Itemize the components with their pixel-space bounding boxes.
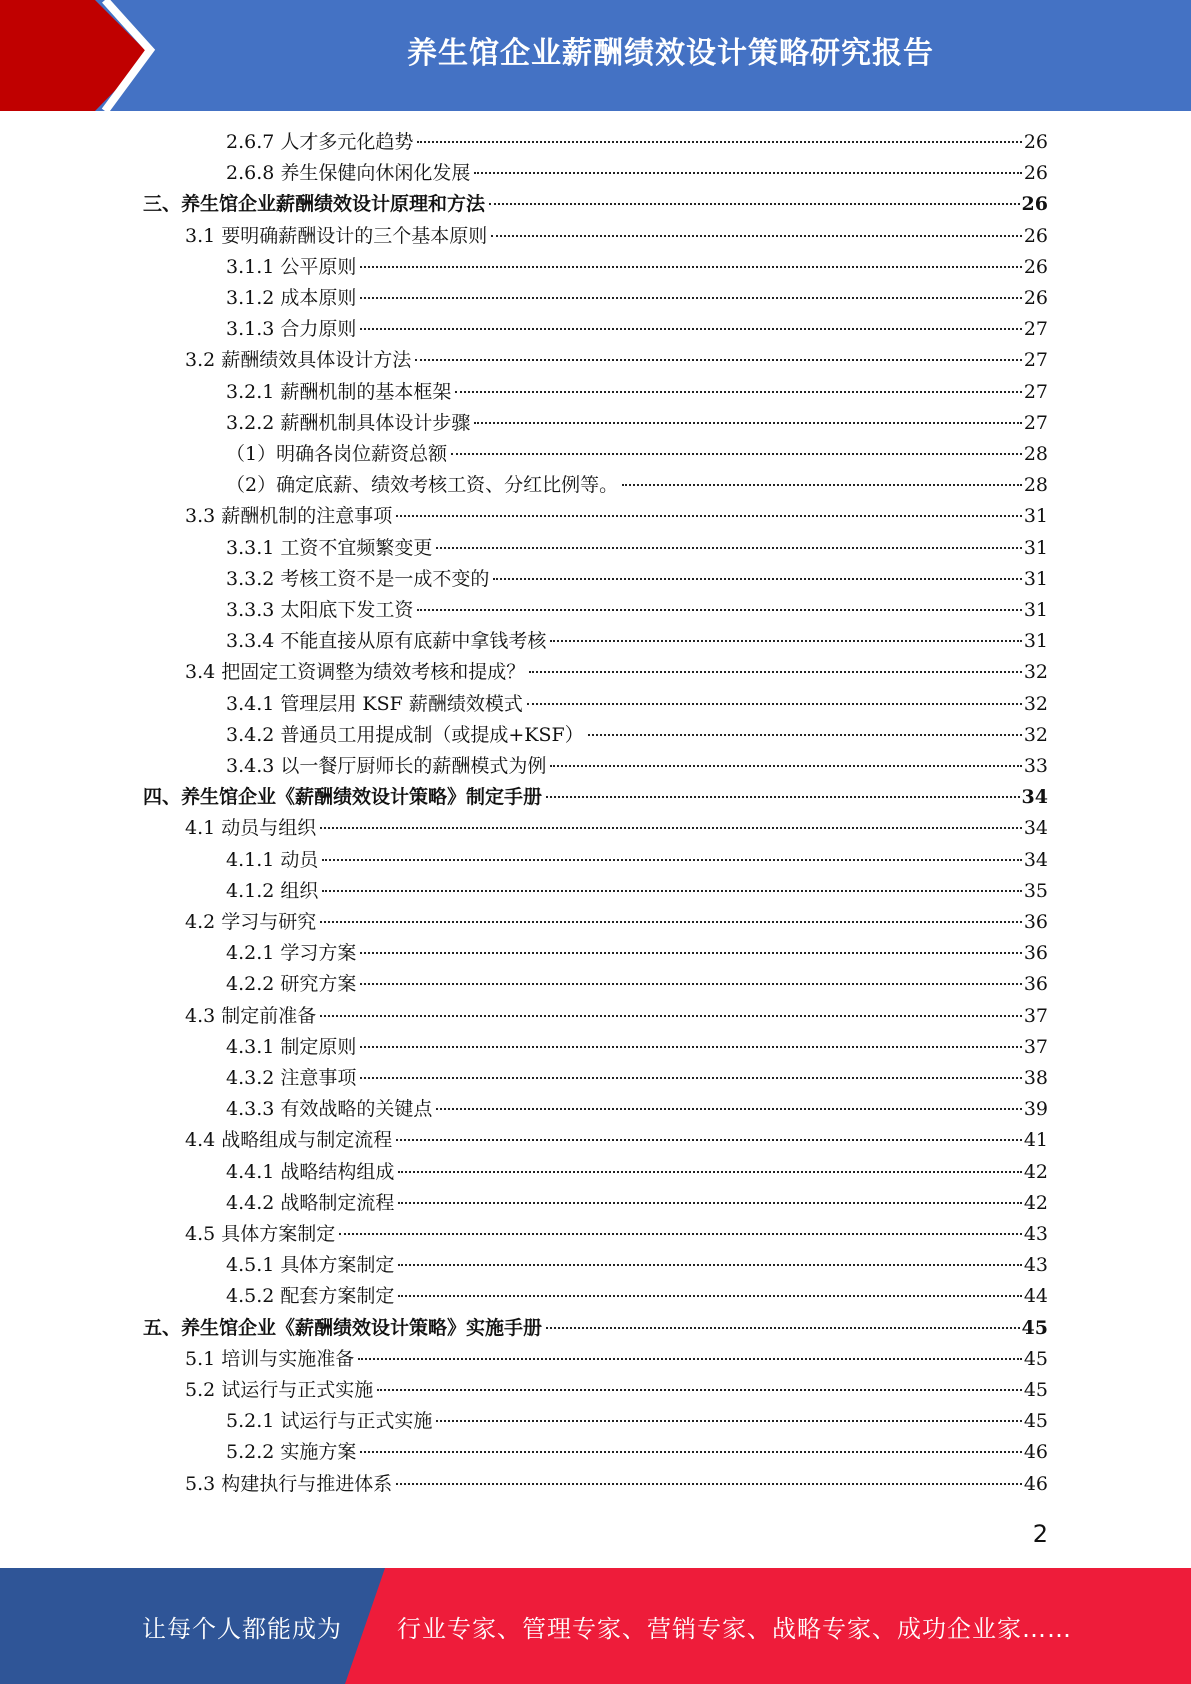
toc-entry-page: 26 bbox=[1023, 287, 1048, 309]
toc-entry-page: 28 bbox=[1023, 474, 1048, 496]
toc-entry[interactable] bbox=[226, 1095, 1048, 1123]
toc-leader-dots bbox=[322, 858, 1021, 861]
toc-entry-title: 4.1 动员与组织 bbox=[185, 817, 317, 839]
toc-entry-title: 5.2.2 实施方案 bbox=[226, 1441, 357, 1463]
toc-entry[interactable] bbox=[226, 1189, 1048, 1217]
toc-entry[interactable] bbox=[226, 939, 1048, 967]
toc-leader-dots bbox=[550, 764, 1021, 767]
toc-entry-page: 26 bbox=[1023, 225, 1048, 247]
toc-leader-dots bbox=[398, 1201, 1021, 1204]
toc-leader-dots bbox=[436, 1107, 1021, 1110]
toc-entry-page: 45 bbox=[1023, 1348, 1048, 1370]
toc-entry-page: 36 bbox=[1023, 973, 1048, 995]
toc-entry-page: 26 bbox=[1021, 193, 1048, 215]
toc-entry-page: 27 bbox=[1023, 412, 1048, 434]
toc-entry-title: 4.4.1 战略结构组成 bbox=[226, 1161, 395, 1183]
toc-entry-title: 5.2 试运行与正式实施 bbox=[185, 1379, 374, 1401]
toc-entry-page: 46 bbox=[1023, 1441, 1048, 1463]
toc-entry-page: 42 bbox=[1023, 1161, 1048, 1183]
toc-entry-page: 27 bbox=[1023, 318, 1048, 340]
toc-entry[interactable] bbox=[185, 1376, 1048, 1404]
toc-entry-title: 4.5 具体方案制定 bbox=[185, 1223, 336, 1245]
toc-entry-page: 37 bbox=[1023, 1036, 1048, 1058]
toc-entry[interactable] bbox=[226, 378, 1048, 406]
toc-entry-title: 2.6.8 养生保健向休闲化发展 bbox=[226, 162, 471, 184]
toc-entry-page: 37 bbox=[1023, 1005, 1048, 1027]
toc-entry-page: 38 bbox=[1023, 1067, 1048, 1089]
toc-entry-title: 4.3 制定前准备 bbox=[185, 1005, 317, 1027]
toc-entry-title: 4.1.1 动员 bbox=[226, 849, 319, 871]
toc-leader-dots bbox=[417, 140, 1021, 143]
toc-entry-page: 31 bbox=[1023, 537, 1048, 559]
toc-entry[interactable] bbox=[185, 1470, 1048, 1498]
toc-entry-page: 32 bbox=[1023, 693, 1048, 715]
toc-entry-title: 3.4.3 以一餐厅厨师长的薪酬模式为例 bbox=[226, 755, 547, 777]
toc-entry[interactable] bbox=[185, 814, 1048, 842]
toc-entry-page: 33 bbox=[1023, 755, 1048, 777]
toc-entry-title: 4.5.2 配套方案制定 bbox=[226, 1285, 395, 1307]
toc-entry-page: 31 bbox=[1023, 505, 1048, 527]
toc-entry[interactable] bbox=[226, 721, 1048, 749]
toc-leader-dots bbox=[474, 421, 1021, 424]
toc-entry[interactable] bbox=[226, 1158, 1048, 1186]
toc-entry-page: 41 bbox=[1023, 1129, 1048, 1151]
toc-entry-title: 4.5.1 具体方案制定 bbox=[226, 1254, 395, 1276]
toc-entry[interactable] bbox=[226, 1407, 1048, 1435]
toc-entry-title: 4.4 战略组成与制定流程 bbox=[185, 1129, 393, 1151]
toc-entry[interactable] bbox=[185, 1345, 1048, 1373]
toc-leader-dots bbox=[622, 483, 1022, 486]
toc-leader-dots bbox=[320, 1014, 1022, 1017]
toc-entry-page: 45 bbox=[1023, 1410, 1048, 1432]
footer-slogan: 让每个人都能成为 bbox=[142, 1614, 342, 1643]
toc-entry-page: 26 bbox=[1023, 131, 1048, 153]
toc-entry-page: 43 bbox=[1023, 1254, 1048, 1276]
toc-leader-dots bbox=[396, 1482, 1022, 1485]
toc-leader-dots bbox=[360, 1450, 1021, 1453]
toc-entry[interactable] bbox=[185, 346, 1048, 374]
toc-leader-dots bbox=[546, 795, 1020, 798]
toc-leader-dots bbox=[360, 1076, 1021, 1079]
toc-entry-title: 3.4.1 管理层用 KSF 薪酬绩效模式 bbox=[226, 693, 523, 715]
toc-entry-title: 4.3.3 有效战略的关键点 bbox=[226, 1098, 433, 1120]
toc-entry[interactable] bbox=[226, 1282, 1048, 1310]
toc-entry[interactable] bbox=[226, 1064, 1048, 1092]
toc-entry-title: 3.3 薪酬机制的注意事项 bbox=[185, 505, 393, 527]
toc-entry-title: 2.6.7 人才多元化趋势 bbox=[226, 131, 414, 153]
toc-leader-dots bbox=[360, 951, 1021, 954]
toc-entry-title: 4.2.1 学习方案 bbox=[226, 942, 357, 964]
toc-entry-page: 26 bbox=[1023, 162, 1048, 184]
toc-leader-dots bbox=[417, 608, 1021, 611]
toc-entry[interactable] bbox=[185, 1126, 1048, 1154]
toc-entry[interactable] bbox=[226, 128, 1048, 156]
toc-leader-dots bbox=[320, 826, 1022, 829]
toc-entry-title: 三、养生馆企业薪酬绩效设计原理和方法 bbox=[143, 193, 486, 215]
toc-entry-page: 35 bbox=[1023, 880, 1048, 902]
toc-entry[interactable] bbox=[143, 1314, 1048, 1342]
toc-entry-title: 3.1 要明确薪酬设计的三个基本原则 bbox=[185, 225, 488, 247]
toc-entry-title: （1）明确各岗位薪资总额 bbox=[226, 443, 448, 465]
toc-leader-dots bbox=[493, 577, 1021, 580]
toc-entry-title: 4.2.2 研究方案 bbox=[226, 973, 357, 995]
toc-entry-title: 5.3 构建执行与推进体系 bbox=[185, 1473, 393, 1495]
toc-entry[interactable] bbox=[185, 1220, 1048, 1248]
toc-leader-dots bbox=[398, 1263, 1021, 1266]
toc-entry[interactable] bbox=[226, 846, 1048, 874]
toc-entry-title: 3.1.2 成本原则 bbox=[226, 287, 357, 309]
toc-entry-page: 39 bbox=[1023, 1098, 1048, 1120]
toc-leader-dots bbox=[550, 639, 1021, 642]
toc-leader-dots bbox=[358, 1357, 1022, 1360]
toc-entry[interactable] bbox=[185, 658, 1048, 686]
toc-entry[interactable] bbox=[185, 908, 1048, 936]
toc-leader-dots bbox=[451, 452, 1022, 455]
toc-entry-page: 27 bbox=[1023, 381, 1048, 403]
toc-entry[interactable] bbox=[226, 284, 1048, 312]
toc-entry[interactable] bbox=[226, 315, 1048, 343]
toc-leader-dots bbox=[491, 234, 1022, 237]
header-red-arrow bbox=[0, 0, 150, 111]
toc-entry-page: 36 bbox=[1023, 942, 1048, 964]
toc-entry[interactable] bbox=[226, 1033, 1048, 1061]
toc-entry[interactable] bbox=[143, 783, 1048, 811]
toc-leader-dots bbox=[415, 358, 1022, 361]
toc-entry-page: 42 bbox=[1023, 1192, 1048, 1214]
toc-leader-dots bbox=[398, 1294, 1021, 1297]
toc-entry-title: 3.2.1 薪酬机制的基本框架 bbox=[226, 381, 452, 403]
toc-entry-title: 4.3.1 制定原则 bbox=[226, 1036, 357, 1058]
toc-entry[interactable] bbox=[226, 253, 1048, 281]
toc-leader-dots bbox=[588, 733, 1022, 736]
toc-leader-dots bbox=[396, 1138, 1022, 1141]
toc-leader-dots bbox=[455, 390, 1021, 393]
toc-entry-title: 五、养生馆企业《薪酬绩效设计策略》实施手册 bbox=[143, 1317, 543, 1339]
toc-entry-title: 3.4.2 普通员工用提成制（或提成+KSF） bbox=[226, 724, 584, 746]
toc-entry-page: 31 bbox=[1023, 630, 1048, 652]
toc-entry[interactable] bbox=[226, 596, 1048, 624]
toc-entry-title: 3.3.3 太阳底下发工资 bbox=[226, 599, 414, 621]
toc-leader-dots bbox=[436, 546, 1021, 549]
toc-entry-title: 四、养生馆企业《薪酬绩效设计策略》制定手册 bbox=[143, 786, 543, 808]
toc-leader-dots bbox=[489, 202, 1020, 205]
toc-entry-page: 46 bbox=[1023, 1473, 1048, 1495]
toc-entry-title: 4.4.2 战略制定流程 bbox=[226, 1192, 395, 1214]
toc-entry[interactable] bbox=[226, 690, 1048, 718]
toc-entry[interactable] bbox=[226, 877, 1048, 905]
toc-entry-page: 36 bbox=[1023, 911, 1048, 933]
toc-entry-title: 5.1 培训与实施准备 bbox=[185, 1348, 355, 1370]
toc-entry-title: 3.3.1 工资不宜频繁变更 bbox=[226, 537, 433, 559]
toc-entry-page: 32 bbox=[1023, 724, 1048, 746]
toc-entry[interactable] bbox=[143, 190, 1048, 218]
toc-entry-page: 44 bbox=[1023, 1285, 1048, 1307]
toc-entry[interactable] bbox=[226, 752, 1048, 780]
page-number: 2 bbox=[1032, 1520, 1048, 1548]
toc-entry-title: 3.3.2 考核工资不是一成不变的 bbox=[226, 568, 490, 590]
toc-entry[interactable] bbox=[226, 1438, 1048, 1466]
toc-leader-dots bbox=[474, 171, 1021, 174]
toc-entry-page: 45 bbox=[1021, 1317, 1048, 1339]
report-title: 养生馆企业薪酬绩效设计策略研究报告 bbox=[407, 36, 934, 71]
toc-entry-page: 27 bbox=[1023, 349, 1048, 371]
toc-leader-dots bbox=[360, 296, 1021, 299]
toc-entry-page: 28 bbox=[1023, 443, 1048, 465]
toc-leader-dots bbox=[398, 1170, 1021, 1173]
toc-entry-title: 3.1.1 公平原则 bbox=[226, 256, 357, 278]
toc-leader-dots bbox=[436, 1419, 1021, 1422]
toc-leader-dots bbox=[360, 1045, 1021, 1048]
toc-entry-title: 4.3.2 注意事项 bbox=[226, 1067, 357, 1089]
toc-entry-title: 4.1.2 组织 bbox=[226, 880, 319, 902]
toc-entry[interactable] bbox=[226, 970, 1048, 998]
toc-leader-dots bbox=[360, 982, 1021, 985]
toc-entry[interactable] bbox=[226, 627, 1048, 655]
toc-entry[interactable] bbox=[185, 1002, 1048, 1030]
toc-entry-title: 3.1.3 合力原则 bbox=[226, 318, 357, 340]
toc-entry[interactable] bbox=[226, 565, 1048, 593]
toc-entry[interactable] bbox=[226, 440, 1048, 468]
toc-leader-dots bbox=[322, 889, 1021, 892]
toc-leader-dots bbox=[529, 670, 1022, 673]
toc-leader-dots bbox=[320, 920, 1022, 923]
toc-entry-page: 45 bbox=[1023, 1379, 1048, 1401]
toc-leader-dots bbox=[339, 1232, 1022, 1235]
toc-entry-title: （2）确定底薪、绩效考核工资、分红比例等。 bbox=[226, 474, 619, 496]
toc-entry-page: 34 bbox=[1021, 786, 1048, 808]
toc-entry-title: 3.3.4 不能直接从原有底薪中拿钱考核 bbox=[226, 630, 547, 652]
toc-entry-page: 34 bbox=[1023, 817, 1048, 839]
toc-leader-dots bbox=[360, 265, 1021, 268]
toc-entry-page: 32 bbox=[1023, 661, 1048, 683]
toc-entry-page: 34 bbox=[1023, 849, 1048, 871]
toc-entry-page: 43 bbox=[1023, 1223, 1048, 1245]
toc-entry[interactable] bbox=[226, 471, 1048, 499]
page-header bbox=[0, 0, 1191, 111]
toc-entry[interactable] bbox=[226, 534, 1048, 562]
toc-entry[interactable] bbox=[185, 502, 1048, 530]
toc-leader-dots bbox=[360, 327, 1021, 330]
toc-entry-title: 3.2.2 薪酬机制具体设计步骤 bbox=[226, 412, 471, 434]
toc-entry-page: 26 bbox=[1023, 256, 1048, 278]
toc-entry[interactable] bbox=[185, 222, 1048, 250]
toc-entry[interactable] bbox=[226, 409, 1048, 437]
toc-entry[interactable] bbox=[226, 1251, 1048, 1279]
toc-entry-title: 5.2.1 试运行与正式实施 bbox=[226, 1410, 433, 1432]
toc-entry-title: 3.2 薪酬绩效具体设计方法 bbox=[185, 349, 412, 371]
toc-leader-dots bbox=[546, 1326, 1020, 1329]
footer-roles: 行业专家、管理专家、营销专家、战略专家、成功企业家…… bbox=[397, 1614, 1072, 1643]
toc-leader-dots bbox=[396, 514, 1022, 517]
page-footer bbox=[0, 1568, 1191, 1684]
toc-leader-dots bbox=[377, 1388, 1022, 1391]
toc-entry-title: 4.2 学习与研究 bbox=[185, 911, 317, 933]
toc-entry-page: 31 bbox=[1023, 568, 1048, 590]
toc-entry-title: 3.4 把固定工资调整为绩效考核和提成？ bbox=[185, 661, 526, 683]
toc-entry[interactable] bbox=[226, 159, 1048, 187]
toc-entry-page: 31 bbox=[1023, 599, 1048, 621]
toc-leader-dots bbox=[527, 702, 1022, 705]
